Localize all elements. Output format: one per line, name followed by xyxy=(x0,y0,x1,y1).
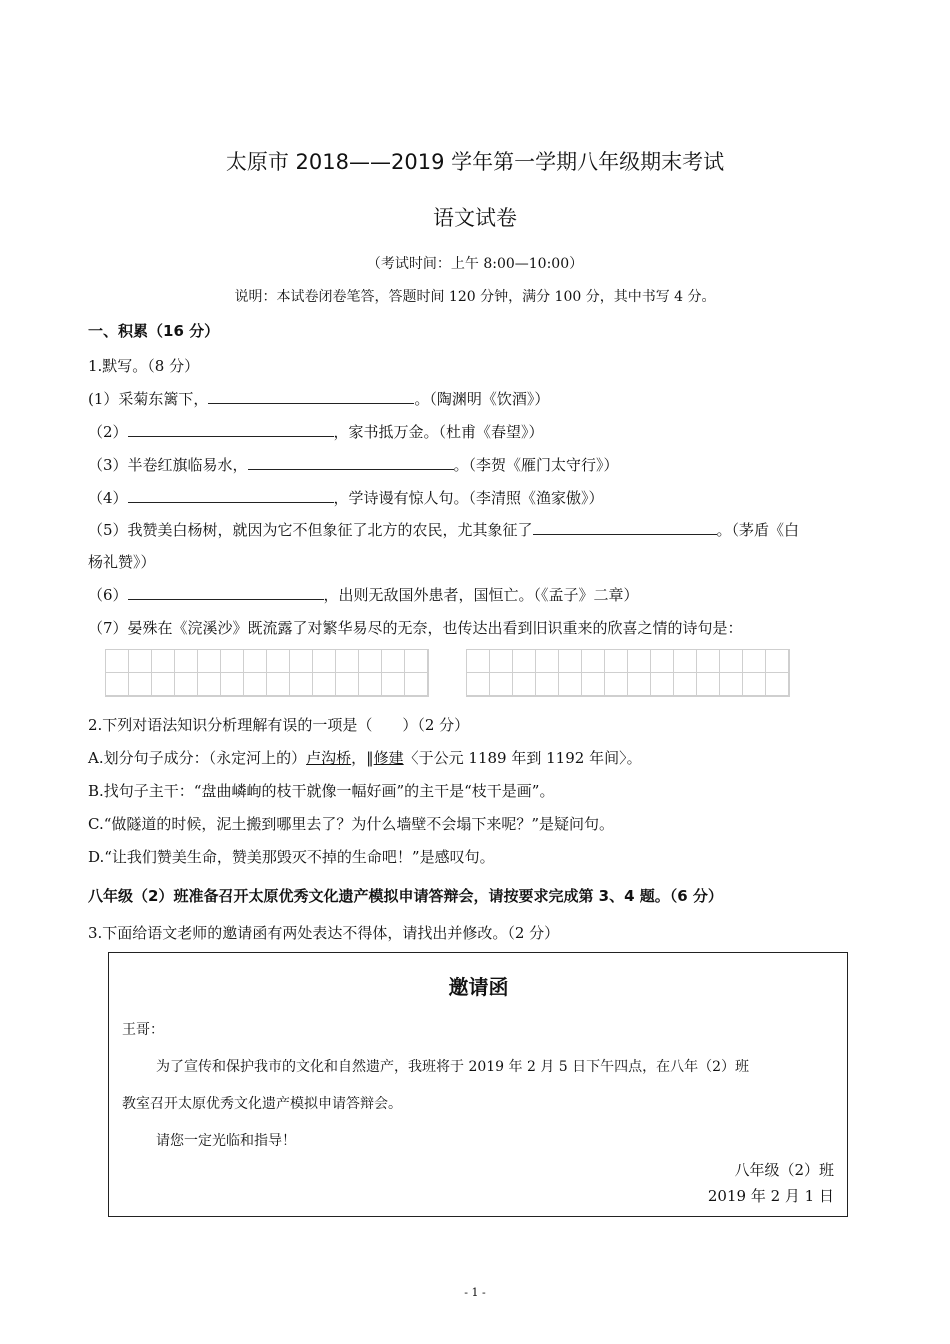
question-1-stem: 1.默写。（8 分） xyxy=(88,357,200,375)
letter-title: 邀请函 xyxy=(448,975,509,999)
page-number: - 1 - xyxy=(464,1286,486,1299)
answer-blank[interactable] xyxy=(128,488,334,503)
answer-blank[interactable] xyxy=(128,422,334,437)
q1-item-4-post: ，学诗谩有惊人句。（李清照《渔家傲》） xyxy=(333,489,604,507)
answer-blank[interactable] xyxy=(208,389,414,404)
task-intro: 八年级（2）班准备召开太原优秀文化遗产模拟申请答辩会，请按要求完成第 3、4 题。（6 分） xyxy=(88,887,723,905)
q1-item-5-post: 。（茅盾《白 xyxy=(716,521,800,539)
q1-item-1 xyxy=(88,388,549,409)
q1-item-6-post: ，出则无敌国外患者，国恒亡。（《孟子》二章） xyxy=(323,586,639,604)
q2-option-b: B.找句子主干：“盘曲嶙峋的枝干就像一幅好画”的主干是“枝干是画”。 xyxy=(88,782,555,800)
q1-item-5 xyxy=(88,519,799,540)
q2-option-a-pre: A.划分句子成分：（永定河上的） xyxy=(88,749,307,767)
q1-item-2-pre: （2） xyxy=(88,423,128,441)
q1-item-7: （7）晏殊在《浣溪沙》既流露了对繁华易尽的无奈，也传达出看到旧识重来的欣喜之情的诗句是： xyxy=(88,619,743,637)
q2-option-c: C.“做隧道的时候，泥土搬到哪里去了？为什么墙壁不会塌下来呢？”是疑问句。 xyxy=(88,815,615,833)
section-heading: 一、积累（16 分） xyxy=(88,322,220,340)
q1-item-4 xyxy=(88,487,604,508)
question-3-stem: 3.下面给语文老师的邀请函有两处表达不得体，请找出并修改。（2 分） xyxy=(88,924,560,942)
q1-item-2 xyxy=(88,421,544,442)
letter-closing: 请您一定光临和指导！ xyxy=(156,1133,296,1149)
q2-option-d: D.“让我们赞美生命，赞美那毁灭不掉的生命吧！”是感叹句。 xyxy=(88,848,495,866)
q1-item-2-post: ，家书抵万金。（杜甫《春望》） xyxy=(333,423,544,441)
q1-item-3-pre: （3）半卷红旗临易水， xyxy=(88,456,248,474)
q1-item-1-post: 。（陶渊明《饮酒》） xyxy=(414,390,550,408)
q1-item-4-pre: （4） xyxy=(88,489,128,507)
letter-body-line-1: 为了宣传和保护我市的文化和自然遗产，我班将于 2019 年 2 月 5 日下午四点，在八年（2）班 xyxy=(156,1059,750,1075)
q1-item-5-pre: （5）我赞美白杨树，就因为它不但象征了北方的农民，尤其象征了 xyxy=(88,521,533,539)
exam-time: （考试时间：上午 8:00—10:00） xyxy=(366,256,584,272)
q2-predicate: 修建 xyxy=(373,749,404,767)
question-2-stem: 2.下列对语法知识分析理解有误的一项是（ ）（2 分） xyxy=(88,716,470,734)
answer-blank[interactable] xyxy=(533,520,717,535)
answer-grid-left[interactable] xyxy=(105,649,429,697)
q1-item-3 xyxy=(88,454,619,475)
q2-option-a xyxy=(88,747,642,768)
q1-item-1-pre: (1）采菊东篱下， xyxy=(88,390,209,408)
exam-notes: 说明：本试卷闭卷笔答，答题时间 120 分钟，满分 100 分，其中书写 4 分。 xyxy=(234,289,716,305)
q2-option-a-mid: ，‖ xyxy=(351,749,374,767)
exam-subtitle: 语文试卷 xyxy=(433,206,517,230)
q1-item-3-post: 。（李贺《雁门太守行》） xyxy=(453,456,619,474)
q2-subject: 卢沟桥 xyxy=(306,749,352,767)
exam-title: 太原市 2018——2019 学年第一学期八年级期末考试 xyxy=(225,150,725,174)
q2-option-a-post: 〈于公元 1189 年到 1192 年间〉。 xyxy=(403,749,642,767)
letter-greeting: 王哥： xyxy=(122,1022,164,1038)
answer-blank[interactable] xyxy=(128,585,324,600)
q1-item-6 xyxy=(88,584,639,605)
letter-signature: 八年级（2）班 xyxy=(734,1161,834,1179)
q1-item-6-pre: （6） xyxy=(88,586,128,604)
answer-blank[interactable] xyxy=(248,455,454,470)
letter-date: 2019 年 2 月 1 日 xyxy=(707,1187,834,1205)
q1-item-5-continued: 杨礼赞》） xyxy=(88,553,156,571)
letter-body-line-2: 教室召开太原优秀文化遗产模拟申请答辩会。 xyxy=(122,1096,402,1112)
answer-grid-right[interactable] xyxy=(466,649,790,697)
